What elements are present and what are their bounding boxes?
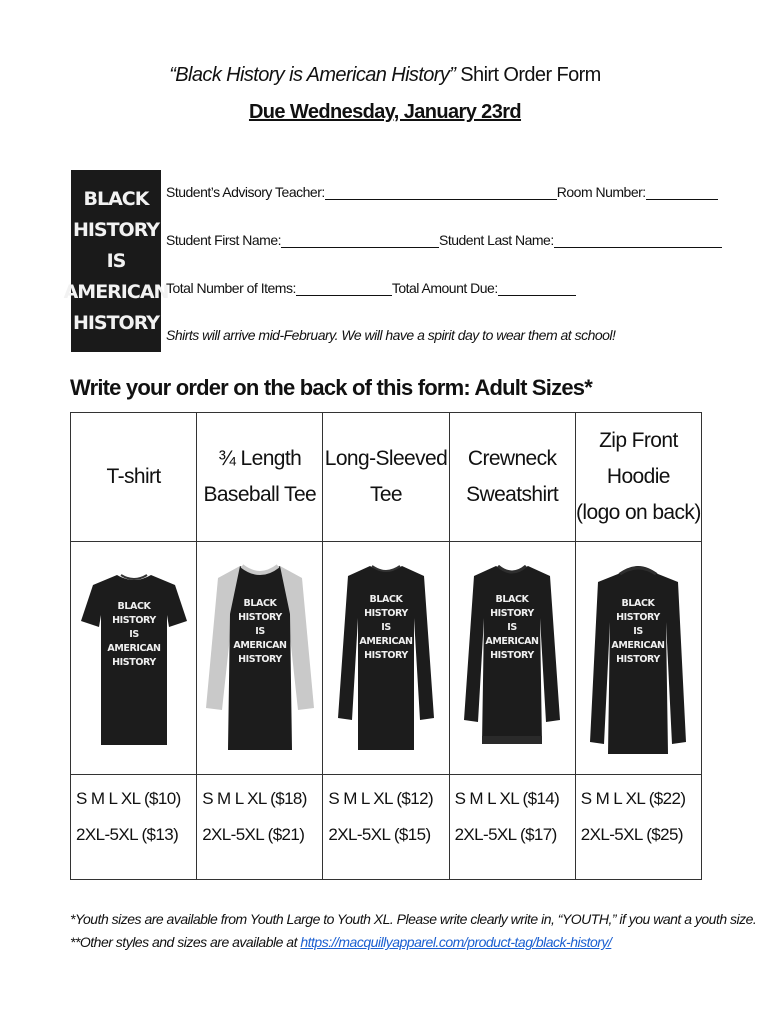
form-title-italic: “Black History is American History” [169, 64, 456, 86]
product-name-cell [575, 413, 701, 542]
shirt-print-line: AMERICAN [233, 640, 287, 651]
other-styles-text: **Other styles and sizes are available at [70, 934, 301, 950]
product-image-row [71, 542, 702, 775]
shirt-print-line: HISTORY [364, 650, 408, 661]
total-items-label: Total Number of Items: [166, 280, 296, 296]
shirt-print-line: HISTORY [490, 650, 535, 661]
shirt-print-line: BLACK [495, 594, 529, 605]
shirt-print-line: AMERICAN [485, 636, 539, 647]
plus-size-price: 2XL-5XL ($17) [454, 825, 557, 844]
size-price: S M L XL ($14) [454, 789, 560, 808]
advisory-teacher-label: Student’s Advisory Teacher: [166, 184, 325, 200]
logo-line: HISTORY [72, 311, 160, 334]
size-price: S M L XL ($22) [580, 789, 686, 808]
size-price: S M L XL ($12) [328, 789, 434, 808]
product-name-line: Tee [369, 483, 402, 506]
logo-line: HISTORY [72, 218, 160, 241]
last-name-label: Student Last Name: [439, 232, 554, 248]
product-image-cell [197, 542, 323, 775]
shirt-print-line: AMERICAN [611, 640, 665, 651]
arrival-note: Shirts will arrive mid-February. We will have a spirit day to wear them at school! [166, 327, 616, 343]
shirt-print-line: HISTORY [237, 612, 282, 623]
shirt-print-line: IS [128, 629, 139, 640]
other-styles-footnote [70, 931, 756, 954]
totals-row [166, 280, 576, 296]
form-title-rest: Shirt Order Form [455, 64, 601, 86]
product-name-line: Zip Front [599, 429, 678, 452]
apparel-link[interactable]: https://macquillyapparel.com/product-tag/black-history/ [300, 934, 612, 950]
product-name-line: ¾ Length [218, 447, 302, 470]
product-name-line: Long-Sleeved [324, 447, 448, 470]
total-due-label: Total Amount Due: [391, 280, 498, 296]
shirt-print-line: IS [507, 622, 517, 633]
shirt-print-line: HISTORY [237, 654, 282, 665]
advisory-teacher-field[interactable] [325, 185, 557, 200]
plus-size-price: 2XL-5XL ($15) [328, 825, 431, 844]
order-heading: Write your order on the back of this form: Adult Sizes* [70, 375, 592, 400]
shirt-print-line: HISTORY [616, 654, 661, 665]
order-table [70, 412, 702, 880]
product-name-line: Baseball Tee [203, 483, 317, 506]
advisory-row [166, 184, 718, 200]
product-name-cell [449, 413, 575, 542]
shirt-print-line: AMERICAN [359, 636, 413, 647]
room-number-label: Room Number: [556, 184, 646, 200]
price-row [71, 775, 702, 880]
long-sleeve-tee-icon [336, 558, 436, 758]
price-cell [71, 775, 197, 880]
shirt-print-line: HISTORY [364, 608, 408, 619]
shirt-print-line: AMERICAN [106, 643, 161, 654]
product-name-row [71, 413, 702, 542]
product-image-cell [575, 542, 701, 775]
plus-size-price: 2XL-5XL ($25) [580, 825, 683, 844]
black-history-logo [63, 170, 169, 352]
due-date: Due Wednesday, January 23rd [248, 101, 522, 123]
room-number-field[interactable] [646, 185, 718, 200]
price-cell [197, 775, 323, 880]
shirt-print-line: HISTORY [616, 612, 661, 623]
plus-size-price: 2XL-5XL ($21) [202, 825, 305, 844]
name-row [166, 232, 722, 248]
product-name-line: Sweatshirt [466, 483, 559, 506]
shirt-print-line: HISTORY [111, 615, 156, 626]
first-name-label: Student First Name: [166, 232, 281, 248]
shirt-print-line: IS [254, 626, 265, 637]
plus-size-price: 2XL-5XL ($13) [76, 825, 179, 844]
logo-line: BLACK [83, 187, 149, 210]
price-cell [575, 775, 701, 880]
t-shirt-icon [79, 563, 189, 753]
shirt-print-line: BLACK [621, 598, 655, 609]
total-due-field[interactable] [498, 281, 576, 296]
product-image-cell [71, 542, 197, 775]
product-name-cell [323, 413, 449, 542]
product-name-cell [197, 413, 323, 542]
total-items-field[interactable] [296, 281, 392, 296]
product-name-line: Crewneck [467, 447, 557, 470]
footnotes [70, 908, 756, 954]
size-price: S M L XL ($10) [76, 789, 181, 808]
shirt-print-line: HISTORY [490, 608, 535, 619]
shirt-print-line: BLACK [117, 601, 151, 612]
shirt-print-line: HISTORY [111, 657, 156, 668]
product-name-line: (logo on back) [576, 501, 701, 524]
product-name-line: Hoodie [606, 465, 670, 488]
youth-footnote: *Youth sizes are available from Youth Large to Youth XL. Please write clearly write in, “YOUTH,” if you want a youth size. [70, 911, 757, 927]
last-name-field[interactable] [554, 233, 722, 248]
shirt-print-line: IS [381, 622, 391, 633]
product-name-line: T-shirt [106, 465, 161, 488]
product-name-cell [71, 413, 197, 542]
shirt-print-line: IS [633, 626, 644, 637]
baseball-tee-icon [204, 558, 316, 758]
shirt-print-line: BLACK [243, 598, 277, 609]
hoodie-icon [588, 558, 688, 758]
price-cell [449, 775, 575, 880]
shirt-print-line: BLACK [369, 594, 403, 605]
size-price: S M L XL ($18) [202, 789, 307, 808]
product-image-cell [449, 542, 575, 775]
first-name-field[interactable] [281, 233, 439, 248]
logo-line: AMERICAN [63, 280, 169, 303]
price-cell [323, 775, 449, 880]
logo-line: IS [106, 249, 126, 272]
form-title [0, 64, 770, 87]
product-image-cell [323, 542, 449, 775]
crewneck-sweatshirt-icon [462, 558, 562, 758]
